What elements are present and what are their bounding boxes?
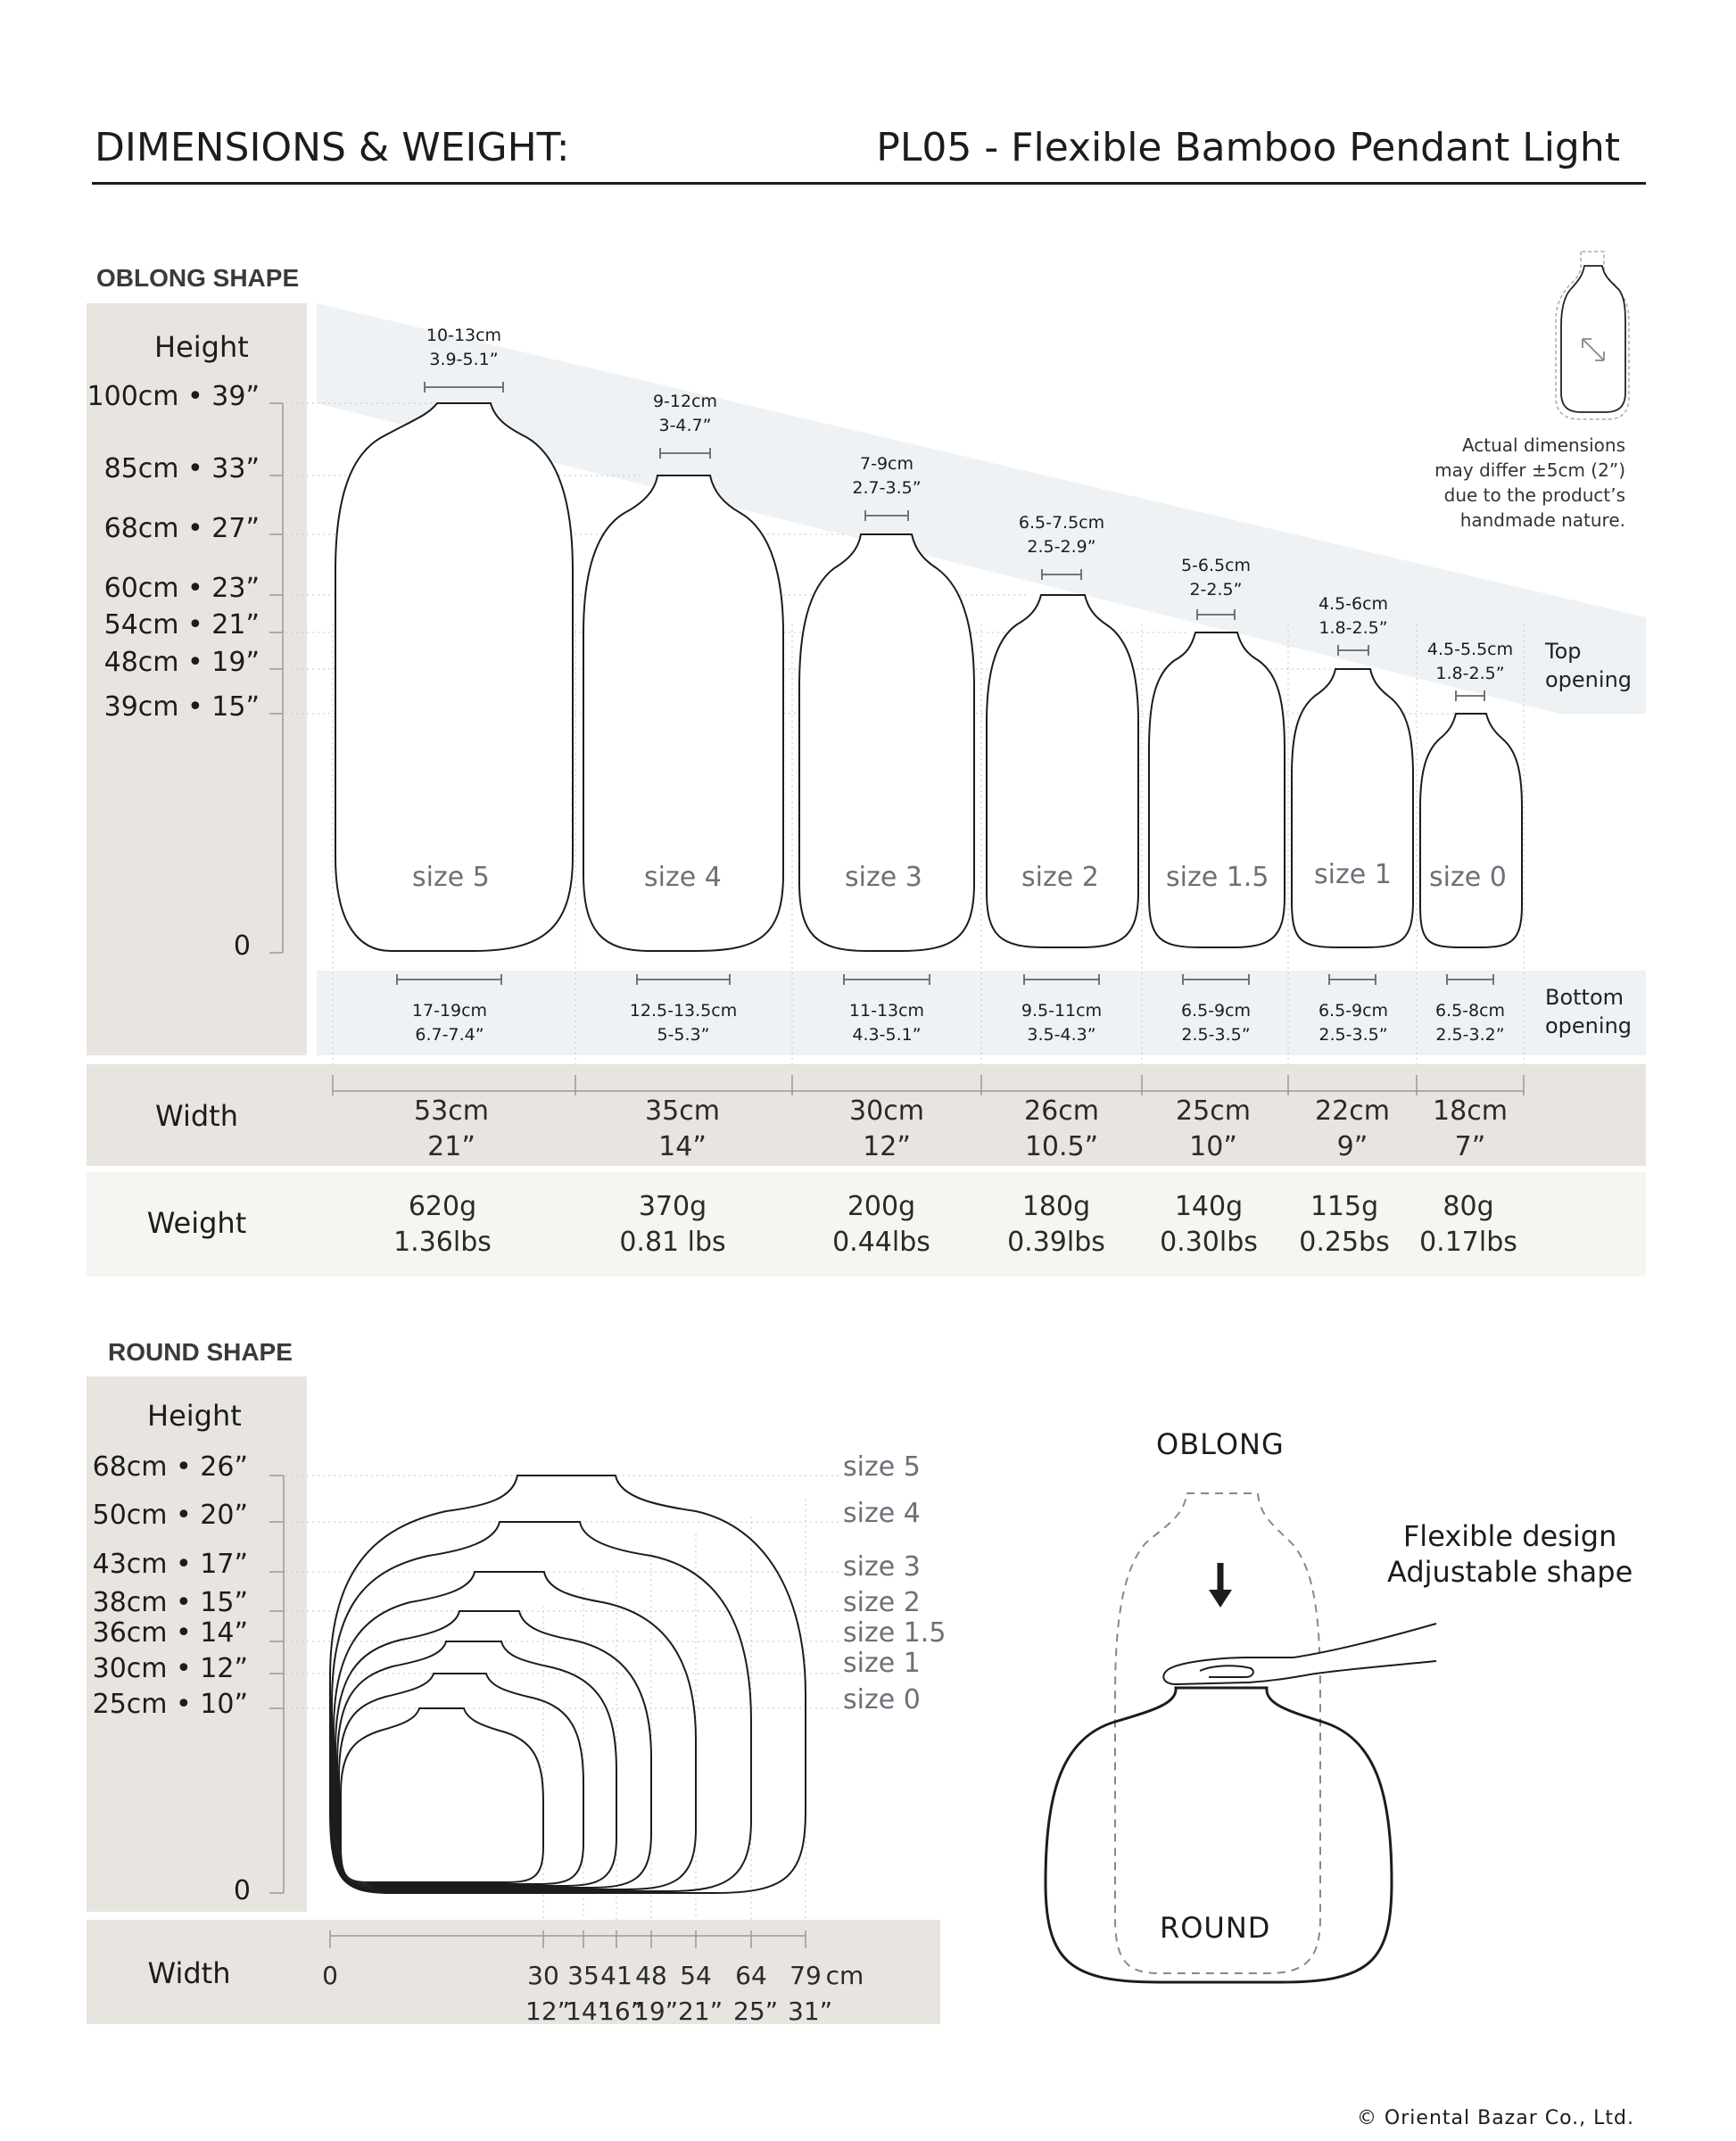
round-height-zero: 0 [233,1875,251,1906]
oblong-height-tick: 39cm • 15” [103,691,260,723]
round-size-label: size 5 [843,1451,921,1483]
round-height-tick: 43cm • 17” [92,1549,248,1580]
oblong-height-zero: 0 [233,930,251,962]
round-width-zero: 0 [322,1961,338,1990]
round-height-label: Height [147,1399,242,1433]
width-value: 25cm 10” [1176,1095,1251,1162]
width-value: 30cm 12” [849,1095,924,1162]
oblong-height-tick: 85cm • 33” [103,453,260,484]
round-size-label: size 2 [843,1587,921,1618]
round-height-tick: 30cm • 12” [92,1653,248,1684]
oblong-height-tick: 60cm • 23” [103,573,260,604]
round-width-value: 54 21” [678,1961,723,2026]
round-size-label: size 1.5 [843,1617,947,1649]
top-opening-value: 7-9cm 2.7-3.5” [852,454,922,498]
round-section-title: ROUND SHAPE [108,1338,293,1366]
vase-size-label: size 3 [845,862,922,893]
round-outline [1046,1688,1392,1982]
down-arrow-icon [1209,1563,1232,1608]
round-width-unit: cm [825,1961,864,1990]
oblong-height-tick: 100cm • 39” [87,381,260,412]
top-opening-value: 10-13cm 3.9-5.1” [426,326,502,369]
oblong-height-tick: 54cm • 21” [103,609,260,641]
round-width-value: 64 25” [733,1961,779,2026]
round-height-tick: 36cm • 14” [92,1617,248,1649]
round-size-label: size 3 [843,1551,921,1583]
bottom-opening-value: 6.5-8cm 2.5-3.2” [1434,1001,1506,1045]
vase-size-label: size 2 [1021,862,1099,893]
round-height-tick: 25cm • 10” [92,1689,248,1720]
weight-label: Weight [146,1206,247,1240]
width-label: Width [155,1099,238,1133]
round-size-label: size 1 [843,1648,921,1679]
vase-size-label: size 1 [1314,859,1392,890]
copyright: © Oriental Bazar Co., Ltd. [1356,2107,1634,2129]
top-opening-value: 6.5-7.5cm 2.5-2.9” [1018,513,1105,557]
oblong-height-label: Height [154,330,249,364]
page-title: DIMENSIONS & WEIGHT: [95,125,570,170]
weight-value: 80g 0.17lbs [1419,1191,1517,1258]
weight-value: 620g 1.36lbs [393,1191,492,1258]
oblong-height-tick: 48cm • 19” [103,647,260,678]
round-height-tick: 50cm • 20” [92,1500,248,1531]
width-value: 22cm 9” [1315,1095,1390,1162]
round-width-label: Width [147,1956,231,1990]
vase-size-label: size 0 [1429,862,1507,893]
weight-value: 180g 0.39lbs [1007,1191,1105,1258]
round-height-tick: 38cm • 15” [92,1587,248,1618]
width-value: 18cm 7” [1433,1095,1508,1162]
round-width-value: 41 16” [599,1961,644,2026]
tolerance-note: Actual dimensions may differ ±5cm (2”) due to the product’s handmade nature. [1434,434,1625,531]
bottom-opening-value: 6.5-9cm 2.5-3.5” [1318,1001,1389,1045]
bottom-opening-value: 9.5-11cm 3.5-4.3” [1021,1001,1103,1045]
vase-size-label: size 5 [412,862,490,893]
weight-value: 140g 0.30lbs [1160,1191,1258,1258]
weight-value: 115g 0.25bs [1299,1191,1390,1258]
top-opening-value: 9-12cm 3-4.7” [652,392,718,435]
top-opening-value: 4.5-5.5cm 1.8-2.5” [1426,640,1514,683]
weight-value: 370g 0.81 lbs [619,1191,726,1258]
bottom-opening-value: 12.5-13.5cm 5-5.3” [629,1001,738,1045]
illustration-caption: Flexible design Adjustable shape [1387,1519,1633,1589]
round-height-tick: 68cm • 26” [92,1451,248,1483]
bottom-opening-value: 6.5-9cm 2.5-3.5” [1180,1001,1252,1045]
round-size-label: size 4 [843,1498,921,1529]
illustration-oblong-label: OBLONG [1156,1427,1285,1461]
hand-icon [1163,1624,1436,1684]
width-value: 26cm 10.5” [1024,1095,1099,1162]
width-value: 35cm 14” [645,1095,720,1162]
round-width-value: 35 14” [566,1961,611,2026]
top-opening-label: Top opening [1545,639,1633,692]
vase-size-label: size 4 [644,862,722,893]
bottom-opening-value: 11-13cm 4.3-5.1” [848,1001,925,1045]
vase-size-label: size 1.5 [1166,862,1269,893]
illustration-round-label: ROUND [1160,1911,1271,1945]
round-width-value: 79 31” [788,1961,833,2026]
bottom-opening-value: 17-19cm 6.7-7.4” [411,1001,488,1045]
bottom-opening-label: Bottom opening [1545,985,1633,1038]
top-opening-value: 4.5-6cm 1.8-2.5” [1318,594,1389,638]
oblong-height-tick: 68cm • 27” [103,513,260,544]
product-title: PL05 - Flexible Bamboo Pendant Light [876,125,1620,170]
round-size-label: size 0 [843,1684,921,1715]
oblong-section-title: OBLONG SHAPE [96,264,300,292]
width-value: 53cm 21” [414,1095,489,1162]
round-width-value: 30 12” [525,1961,571,2026]
round-width-value: 48 19” [633,1961,679,2026]
weight-value: 200g 0.44lbs [832,1191,930,1258]
top-opening-value: 5-6.5cm 2-2.5” [1180,556,1252,599]
